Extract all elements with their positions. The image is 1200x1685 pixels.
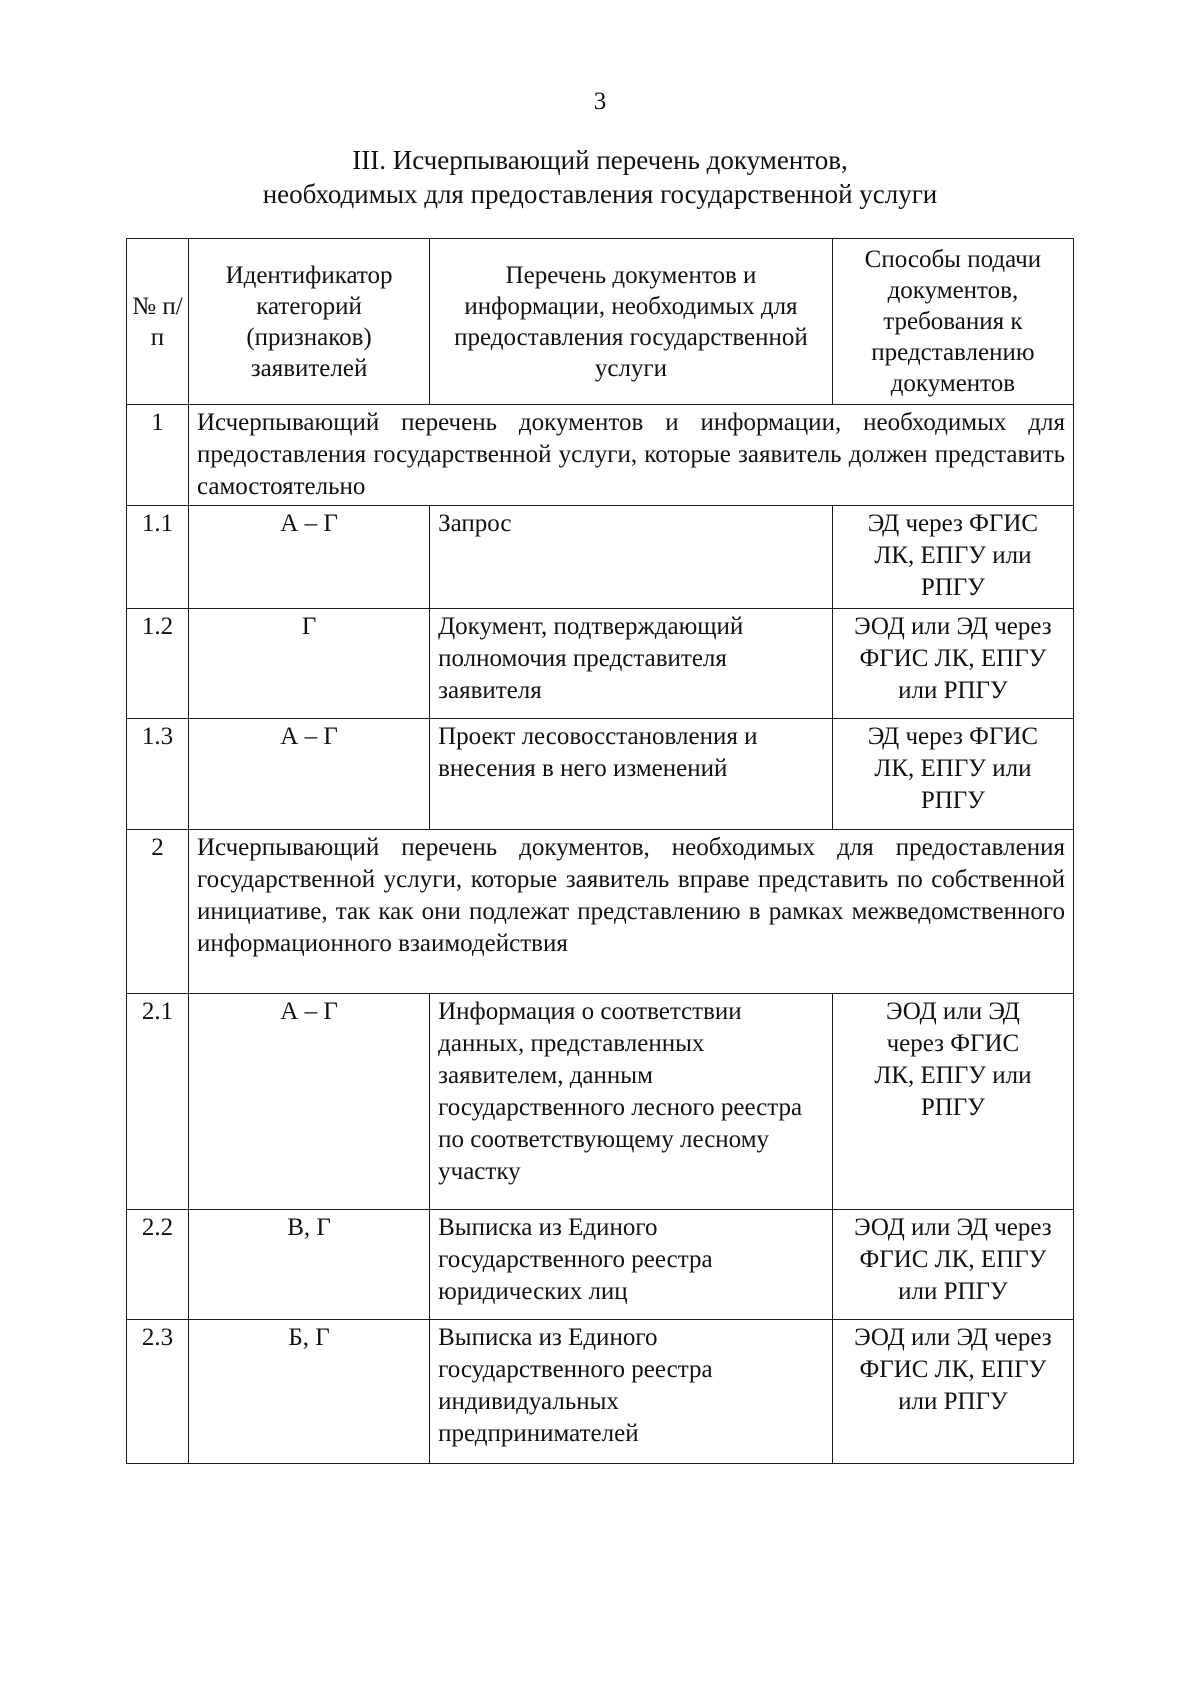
- table-row: [127, 1210, 1074, 1320]
- row-document: Информация о соответствии данных, представленных заявителем, данным государственного лесного реестра по соответствующему лесному участку: [430, 994, 833, 1210]
- row-submission-method: ЭОД или ЭД через ФГИС ЛК, ЕПГУ или РПГУ: [832, 1210, 1073, 1320]
- row-applicant-category: Г: [188, 609, 429, 719]
- row-num: 2.2: [127, 1210, 189, 1320]
- row-applicant-category: А – Г: [188, 506, 429, 609]
- header-document-list: Перечень документов и информации, необходимых для предоставления государственной услуги: [430, 239, 833, 405]
- section-text: Исчерпывающий перечень документов и информации, необходимых для предоставления государственной услуги, которые заявитель должен представить самостоятельно: [188, 405, 1073, 506]
- row-applicant-category: А – Г: [188, 994, 429, 1210]
- row-num: 1.3: [127, 719, 189, 830]
- header-applicant-category: Идентификатор категорий (признаков) заявителей: [188, 239, 429, 405]
- header-num: № п/п: [127, 239, 189, 405]
- table-row: [127, 719, 1074, 830]
- section-title: [0, 143, 1200, 211]
- table-row: [127, 609, 1074, 719]
- row-document: Документ, подтверждающий полномочия представителя заявителя: [430, 609, 833, 719]
- row-document: Проект лесовосстановления и внесения в него изменений: [430, 719, 833, 830]
- table-header-row: [127, 239, 1074, 405]
- section-num: 2: [127, 830, 189, 994]
- header-submission-methods: Способы подачи документов, требования к представлению документов: [832, 239, 1073, 405]
- row-document: Выписка из Единого государственного реестра индивидуальных предпринимателей: [430, 1320, 833, 1464]
- table-row: [127, 1320, 1074, 1464]
- section-title-line-2: необходимых для предоставления государственной услуги: [262, 179, 938, 209]
- row-document: Выписка из Единого государственного реестра юридических лиц: [430, 1210, 833, 1320]
- row-submission-method: ЭД через ФГИС ЛК, ЕПГУ или РПГУ: [832, 719, 1073, 830]
- section-num: 1: [127, 405, 189, 506]
- page-number: 3: [593, 88, 607, 115]
- row-submission-method: ЭОД или ЭД через ФГИС ЛК, ЕПГУ или РПГУ: [832, 994, 1073, 1210]
- row-applicant-category: Б, Г: [188, 1320, 429, 1464]
- row-num: 1.2: [127, 609, 189, 719]
- section-row-1: [127, 405, 1074, 506]
- row-num: 2.1: [127, 994, 189, 1210]
- row-submission-method: ЭД через ФГИС ЛК, ЕПГУ или РПГУ: [832, 506, 1073, 609]
- section-text: Исчерпывающий перечень документов, необходимых для предоставления государственной услуги, которые заявитель вправе представить по собственной инициативе, так как они подлежат представлению в рамках межведомственного информационного взаимодействия: [188, 830, 1073, 994]
- section-title-line-1: III. Исчерпывающий перечень документов,: [352, 145, 848, 175]
- table-row: [127, 994, 1074, 1210]
- table-row: [127, 506, 1074, 609]
- row-applicant-category: А – Г: [188, 719, 429, 830]
- row-submission-method: ЭОД или ЭД через ФГИС ЛК, ЕПГУ или РПГУ: [832, 1320, 1073, 1464]
- documents-table: [126, 238, 1074, 1464]
- row-applicant-category: В, Г: [188, 1210, 429, 1320]
- row-num: 2.3: [127, 1320, 189, 1464]
- section-row-2: [127, 830, 1074, 994]
- row-submission-method: ЭОД или ЭД через ФГИС ЛК, ЕПГУ или РПГУ: [832, 609, 1073, 719]
- row-num: 1.1: [127, 506, 189, 609]
- row-document: Запрос: [430, 506, 833, 609]
